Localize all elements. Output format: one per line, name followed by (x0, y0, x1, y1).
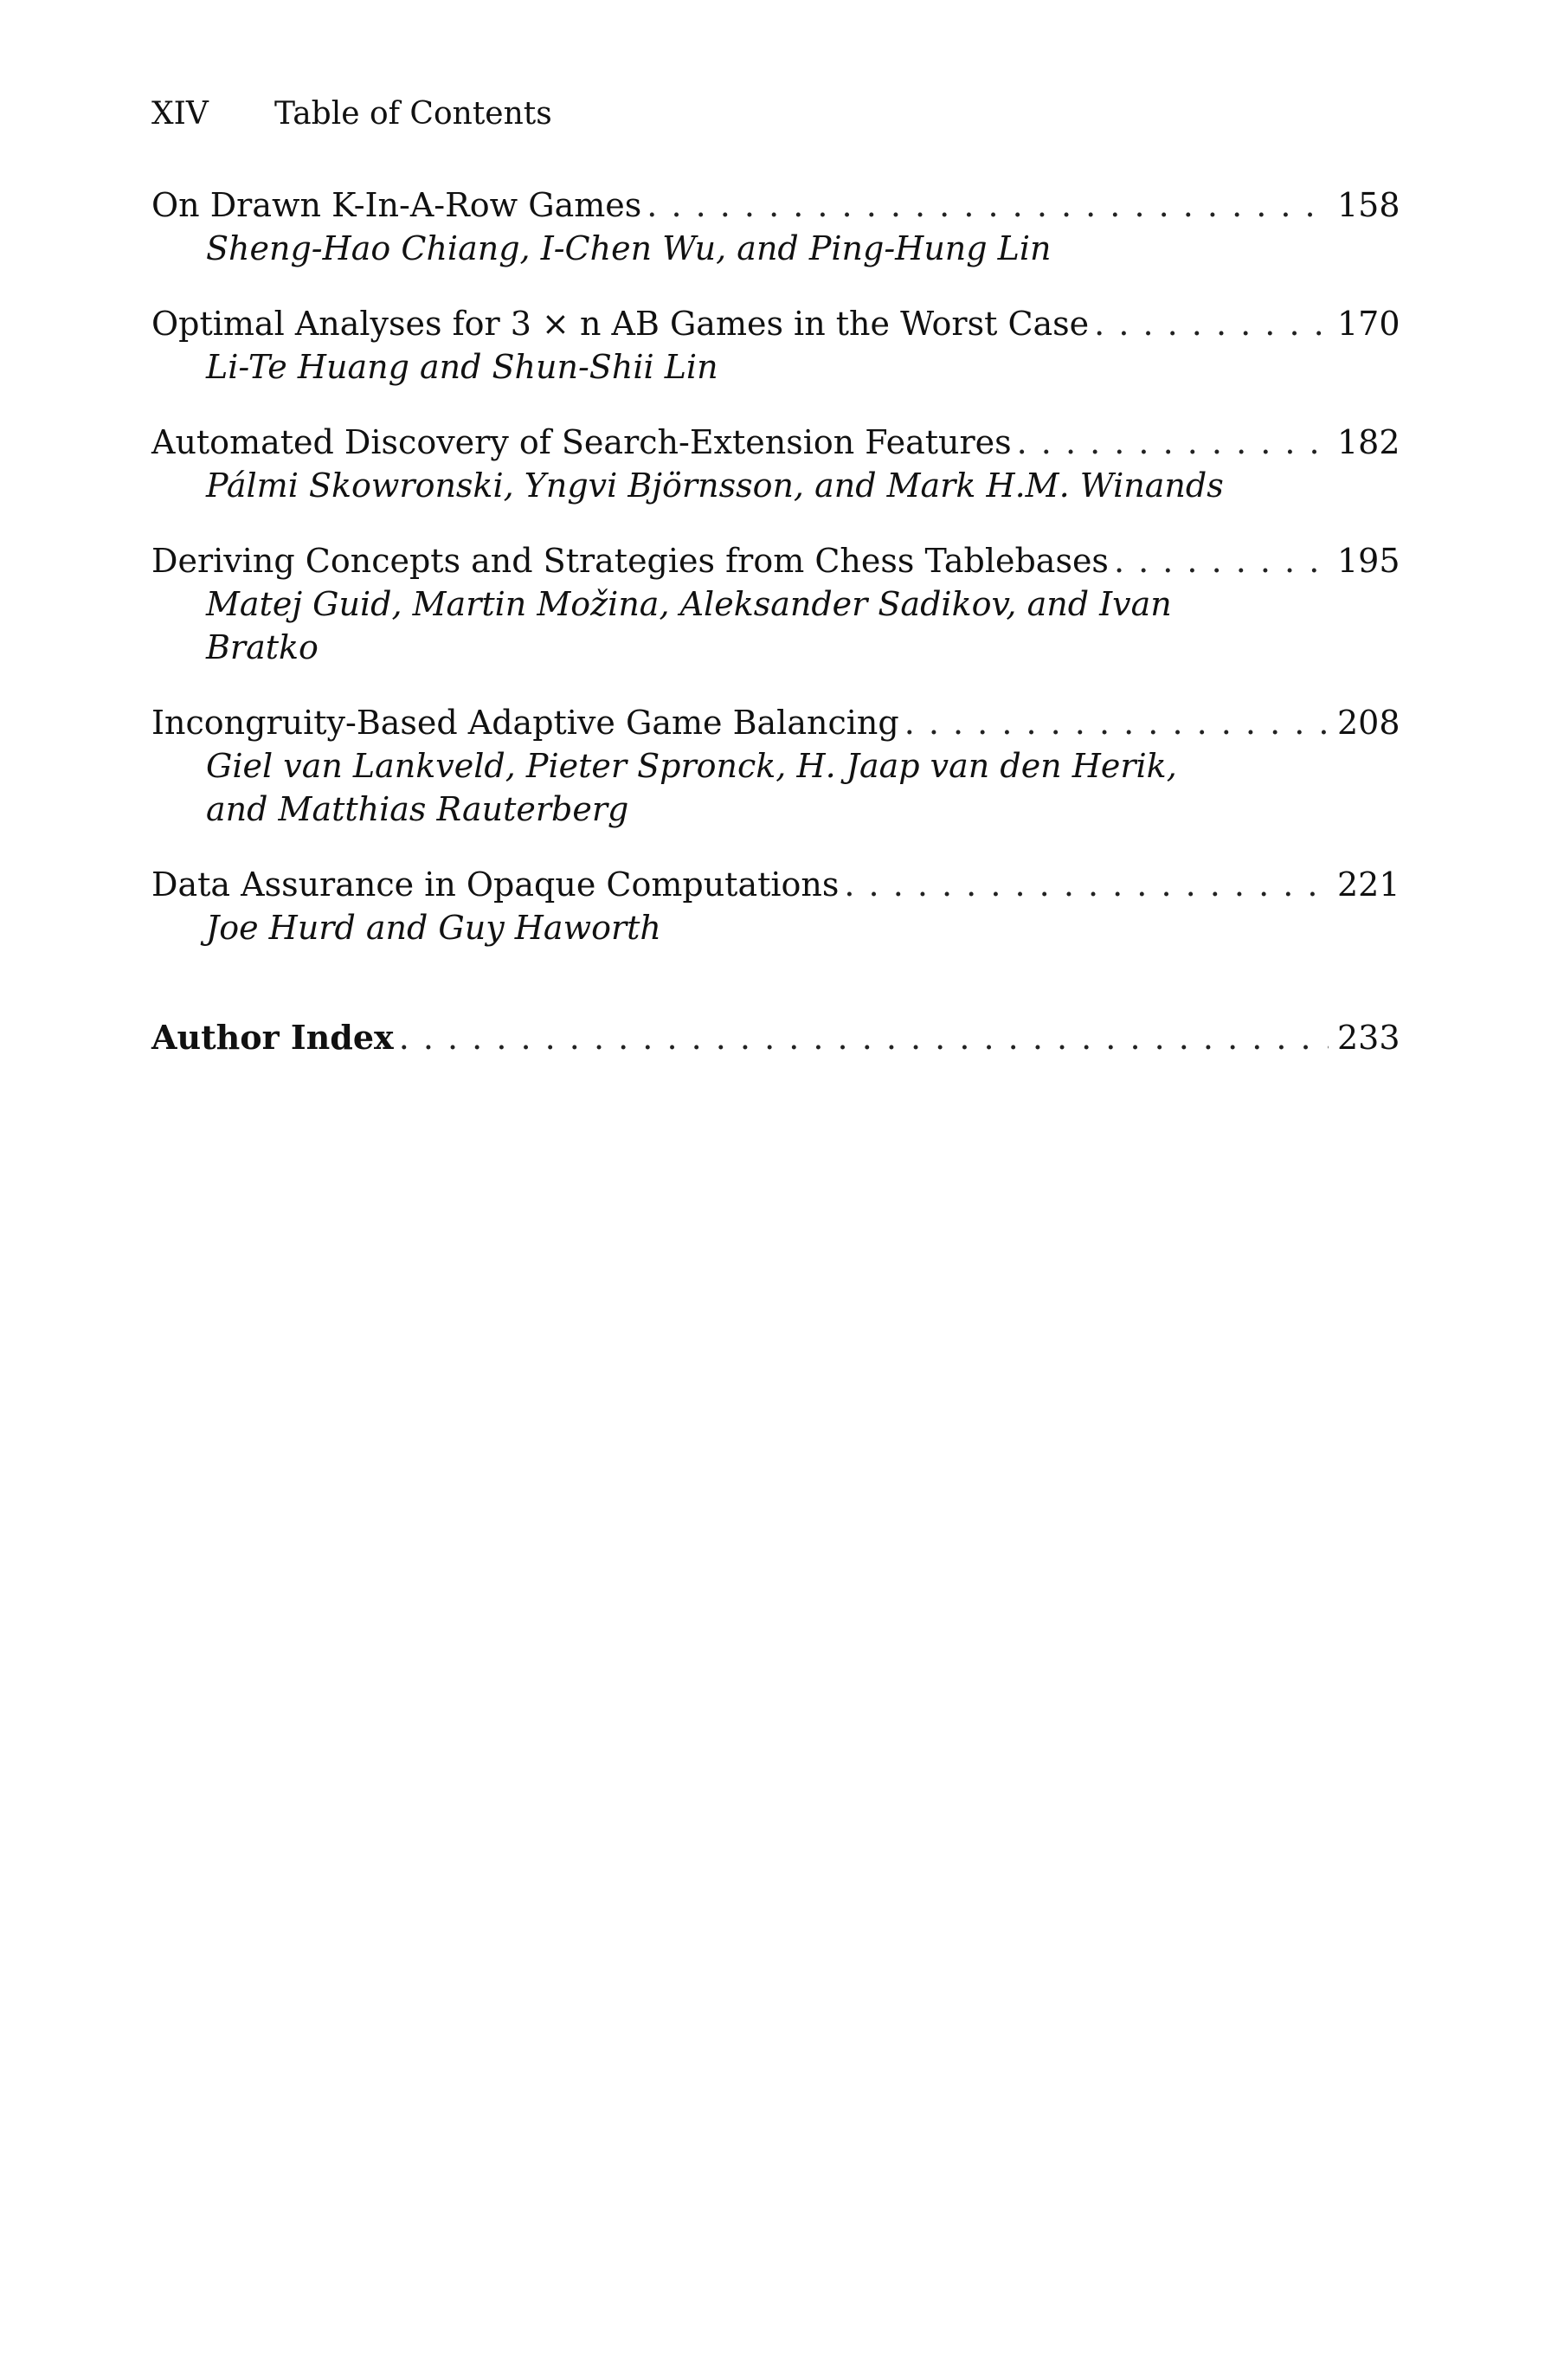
toc-entry-title: Data Assurance in Opaque Computations (151, 865, 840, 904)
dot-leader (1017, 421, 1329, 464)
toc-entry[interactable] (151, 701, 1400, 831)
toc-entry-page: 182 (1337, 423, 1400, 461)
toc-entry-page: 170 (1337, 305, 1400, 343)
toc-entry-page: 158 (1337, 186, 1400, 224)
toc-entry-title: Automated Discovery of Search-Extension Features (151, 423, 1012, 461)
toc-entry[interactable] (151, 863, 1400, 949)
toc-entry[interactable] (151, 421, 1400, 507)
toc-author-index[interactable] (151, 1016, 1400, 1059)
dot-leader (647, 183, 1329, 227)
toc-entry-page: 195 (1337, 542, 1400, 580)
dot-leader (844, 863, 1329, 906)
toc-entry-authors: Li-Te Huang and Shun-Shii Lin (206, 348, 718, 386)
table-of-contents (151, 183, 1400, 1059)
dot-leader (1094, 302, 1329, 345)
running-head (151, 95, 552, 133)
toc-entry-page: 208 (1337, 704, 1400, 742)
toc-entry-authors: Pálmi Skowronski, Yngvi Björnsson, and Mark H.M. Winands (206, 466, 1224, 505)
toc-entry[interactable] (151, 302, 1400, 389)
toc-entry-title: Incongruity-Based Adaptive Game Balancing (151, 704, 899, 742)
toc-entry-title: Deriving Concepts and Strategies from Chess Tablebases (151, 542, 1109, 580)
toc-entry-title: On Drawn K-In-A-Row Games (151, 186, 642, 224)
toc-entry[interactable] (151, 183, 1400, 270)
toc-entry[interactable] (151, 539, 1400, 669)
author-index-page: 233 (1337, 1019, 1400, 1057)
toc-entry-title: Optimal Analyses for 3 × n AB Games in the Worst Case (151, 305, 1090, 343)
running-head-title: Table of Contents (274, 96, 552, 132)
toc-entry-authors: Joe Hurd and Guy Haworth (206, 909, 661, 947)
toc-entry-authors: Sheng-Hao Chiang, I-Chen Wu, and Ping-Hung Lin (206, 229, 1052, 267)
toc-entry-authors: Giel van Lankveld, Pieter Spronck, H. Jaap van den Herik, and Matthias Rauterberg (206, 747, 1177, 828)
page-folio: XIV (151, 96, 209, 132)
dot-leader (1114, 539, 1329, 582)
dot-leader (904, 701, 1329, 744)
author-index-title: Author Index (151, 1018, 394, 1057)
toc-entry-authors: Matej Guid, Martin Možina, Aleksander Sadikov, and Ivan Bratko (206, 585, 1172, 666)
toc-entry-page: 221 (1337, 865, 1400, 904)
dot-leader (399, 1016, 1329, 1059)
